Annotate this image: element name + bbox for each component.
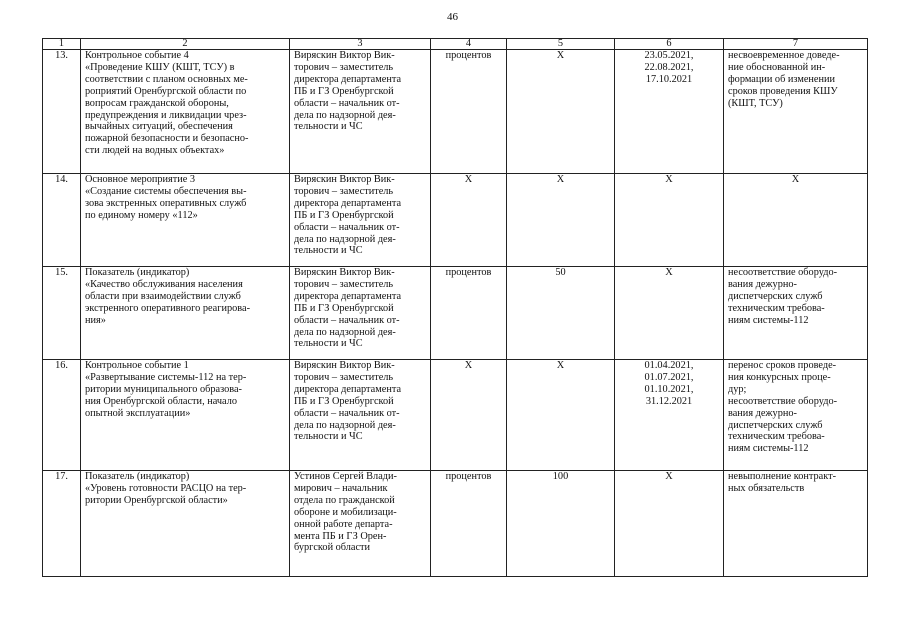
column-header: 3 bbox=[290, 39, 431, 50]
responsible-person: Виряскин Виктор Вик- торович – заместитель директора департамента ПБ и ГЗ Оренбургской области – начальник от- дела по надзорной дея- тельности и ЧС bbox=[290, 360, 431, 471]
responsible-person: Устинов Сергей Влади- мирович – начальник отдела по гражданской обороне и мобилизаци- онной работе департа- мента ПБ и ГЗ Орен- бургской области bbox=[290, 471, 431, 577]
risk-description: X bbox=[724, 174, 868, 267]
risk-description: перенос сроков проведе- ния конкурсных проце- дур; несоответствие оборудо- вания дежурно- диспетчерских служб техническим требова- ниям системы-112 bbox=[724, 360, 868, 471]
document-table bbox=[42, 38, 868, 577]
row-number: 16. bbox=[43, 360, 81, 471]
column-header: 5 bbox=[507, 39, 615, 50]
table-row bbox=[43, 360, 868, 471]
page-number: 46 bbox=[447, 11, 458, 23]
event-name: Показатель (индикатор) «Качество обслуживания населения области при взаимодействии служб экстренного оперативного реагирова- ния» bbox=[81, 267, 290, 360]
deadline-dates: 01.04.2021, 01.07.2021, 01.10.2021, 31.12.2021 bbox=[615, 360, 724, 471]
column-header: 7 bbox=[724, 39, 868, 50]
responsible-person: Виряскин Виктор Вик- торович – заместитель директора департамента ПБ и ГЗ Оренбургской области – начальник от- дела по надзорной дея- тельности и ЧС bbox=[290, 174, 431, 267]
target-value: X bbox=[507, 360, 615, 471]
header-row bbox=[43, 39, 868, 50]
table-row bbox=[43, 174, 868, 267]
column-header: 4 bbox=[431, 39, 507, 50]
deadline-dates: X bbox=[615, 471, 724, 577]
unit-of-measure: процентов bbox=[431, 267, 507, 360]
target-value: 100 bbox=[507, 471, 615, 577]
unit-of-measure: процентов bbox=[431, 471, 507, 577]
deadline-dates: X bbox=[615, 267, 724, 360]
unit-of-measure: X bbox=[431, 360, 507, 471]
column-header: 1 bbox=[43, 39, 81, 50]
event-name: Показатель (индикатор) «Уровень готовности РАСЦО на тер- ритории Оренбургской области» bbox=[81, 471, 290, 577]
target-value: 50 bbox=[507, 267, 615, 360]
risk-description: несвоевременное доведе- ние обоснованной ин- формации об изменении сроков проведения КШУ (КШТ, ТСУ) bbox=[724, 50, 868, 174]
row-number: 14. bbox=[43, 174, 81, 267]
target-value: X bbox=[507, 174, 615, 267]
event-name: Контрольное событие 1 «Развертывание системы-112 на тер- ритории муниципального образова- ния Оренбургской области, начало опытной эксплуатации» bbox=[81, 360, 290, 471]
responsible-person: Виряскин Виктор Вик- торович – заместитель директора департамента ПБ и ГЗ Оренбургской области – начальник от- дела по надзорной дея- тельности и ЧС bbox=[290, 50, 431, 174]
table-row bbox=[43, 471, 868, 577]
deadline-dates: 23.05.2021, 22.08.2021, 17.10.2021 bbox=[615, 50, 724, 174]
column-header: 2 bbox=[81, 39, 290, 50]
unit-of-measure: X bbox=[431, 174, 507, 267]
table-row bbox=[43, 267, 868, 360]
table-row bbox=[43, 50, 868, 174]
risk-description: несоответствие оборудо- вания дежурно- диспетчерских служб техническим требова- ниям системы-112 bbox=[724, 267, 868, 360]
risk-description: невыполнение контракт- ных обязательств bbox=[724, 471, 868, 577]
column-header: 6 bbox=[615, 39, 724, 50]
event-name: Основное мероприятие 3 «Создание системы обеспечения вы- зова экстренных оперативных служб по единому номеру «112» bbox=[81, 174, 290, 267]
target-value: X bbox=[507, 50, 615, 174]
responsible-person: Виряскин Виктор Вик- торович – заместитель директора департамента ПБ и ГЗ Оренбургской области – начальник от- дела по надзорной дея- тельности и ЧС bbox=[290, 267, 431, 360]
deadline-dates: X bbox=[615, 174, 724, 267]
row-number: 17. bbox=[43, 471, 81, 577]
row-number: 15. bbox=[43, 267, 81, 360]
event-name: Контрольное событие 4 «Проведение КШУ (КШТ, ТСУ) в соответствии с планом основных ме- роприятий Оренбургской области по вопросам гражданской обороны, предупреждения и ликвидации чрез- вычайных ситуаций, обеспечения пожарной безопасности и безопасно- сти людей на водных объектах» bbox=[81, 50, 290, 174]
unit-of-measure: процентов bbox=[431, 50, 507, 174]
row-number: 13. bbox=[43, 50, 81, 174]
